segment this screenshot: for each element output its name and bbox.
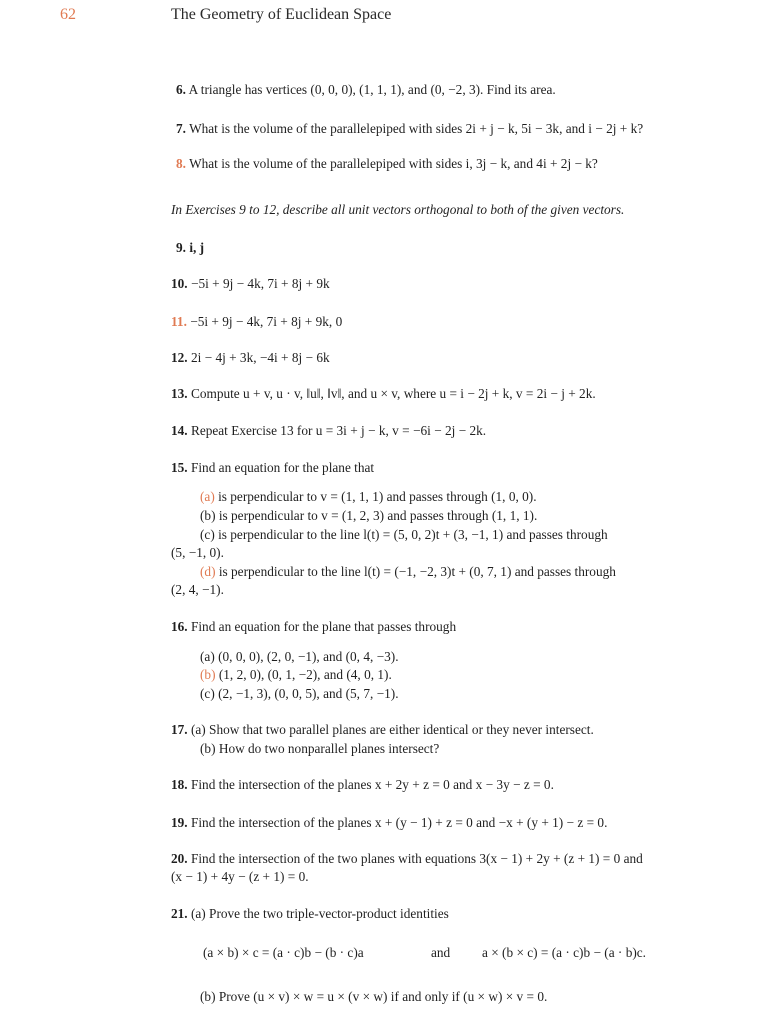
- part-text: is perpendicular to the line l(t) = (−1, −2, 3)t + (0, 7, 1) and passes through: [218, 564, 616, 579]
- part-label: (a): [190, 906, 206, 921]
- exercise-number: 19.: [171, 815, 188, 830]
- exercise-15d-continued: (2, 4, −1).: [171, 582, 224, 597]
- exercise-number: 7.: [176, 121, 186, 136]
- part-label: (b): [200, 989, 216, 1004]
- exercise-number: 14.: [171, 423, 188, 438]
- exercise-16c: [200, 686, 399, 702]
- part-text: Prove the two triple-vector-product identities: [209, 906, 449, 921]
- exercise-21b: [200, 989, 547, 1005]
- exercise-6: [176, 82, 556, 98]
- exercise-number: 20.: [171, 851, 188, 866]
- exercise-17: [171, 722, 594, 738]
- exercise-13: [171, 386, 596, 402]
- exercise-16: [171, 619, 456, 635]
- exercise-text: −5i + 9j − 4k, 7i + 8j + 9k: [190, 276, 330, 291]
- exercise-number: 13.: [171, 386, 188, 401]
- exercise-18: [171, 777, 554, 793]
- exercise-9: [176, 240, 204, 256]
- exercise-text: i, j: [189, 240, 205, 255]
- exercise-8: [176, 156, 598, 172]
- part-label: (b): [200, 508, 216, 523]
- exercise-text: Find an equation for the plane that passes through: [190, 619, 457, 634]
- exercise-number: 8.: [176, 156, 186, 171]
- part-label: (a): [190, 722, 206, 737]
- part-text: is perpendicular to v = (1, 1, 1) and passes through (1, 0, 0).: [218, 489, 537, 504]
- exercise-15d: [200, 564, 616, 580]
- connector-and: and: [431, 945, 451, 960]
- exercise-15c: [200, 527, 608, 543]
- exercise-15c-continued: (5, −1, 0).: [171, 545, 224, 560]
- part-label: (b): [200, 667, 216, 682]
- exercise-number: 17.: [171, 722, 188, 737]
- exercise-text: Repeat Exercise 13 for u = 3i + j − k, v = −6i − 2j − 2k.: [190, 423, 487, 438]
- exercise-text: Find the intersection of the planes x + 2y + z = 0 and x − 3y − z = 0.: [190, 777, 554, 792]
- exercise-text: Compute u + v, u · v, ‖u‖, ‖v‖, and u × v, where u = i − 2j + k, v = 2i − j + 2k.: [190, 386, 596, 401]
- exercise-number: 9.: [176, 240, 186, 255]
- part-text: (0, 0, 0), (2, 0, −1), and (0, 4, −3).: [218, 649, 399, 664]
- exercise-text: Find the intersection of the two planes with equations 3(x − 1) + 2y + (z + 1) = 0 and: [190, 851, 643, 866]
- exercise-20: [171, 851, 643, 867]
- exercise-number: 18.: [171, 777, 188, 792]
- part-label: (d): [200, 564, 216, 579]
- exercise-number: 11.: [171, 314, 187, 329]
- page-number: 62: [60, 6, 76, 23]
- exercise-text: Find an equation for the plane that: [190, 460, 375, 475]
- part-label: (a): [200, 649, 215, 664]
- exercise-number: 16.: [171, 619, 188, 634]
- exercise-number: 21.: [171, 906, 188, 921]
- part-text: is perpendicular to v = (1, 2, 3) and passes through (1, 1, 1).: [218, 508, 538, 523]
- exercise-20-continued: (x − 1) + 4y − (z + 1) = 0.: [171, 869, 309, 884]
- exercise-19: [171, 815, 607, 831]
- exercise-text: 2i − 4j + 3k, −4i + 8j − 6k: [190, 350, 330, 365]
- exercise-text: What is the volume of the parallelepiped with sides i, 3j − k, and 4i + 2j − k?: [189, 156, 598, 171]
- part-text: (2, −1, 3), (0, 0, 5), and (5, 7, −1).: [218, 686, 399, 701]
- exercise-16a: [200, 649, 399, 665]
- exercise-15: [171, 460, 374, 476]
- exercise-17b: [200, 741, 439, 757]
- running-title: The Geometry of Euclidean Space: [171, 6, 392, 23]
- exercise-text: A triangle has vertices (0, 0, 0), (1, 1, 1), and (0, −2, 3). Find its area.: [188, 82, 556, 97]
- exercise-15b: [200, 508, 537, 524]
- part-text: Prove (u × v) × w = u × (v × w) if and only if (u × w) × v = 0.: [218, 989, 548, 1004]
- exercise-14: [171, 423, 486, 439]
- part-text: Show that two parallel planes are either identical or they never intersect.: [209, 722, 594, 737]
- exercise-12: [171, 350, 330, 366]
- part-label: (c): [200, 527, 215, 542]
- exercise-number: 6.: [176, 82, 186, 97]
- part-text: is perpendicular to the line l(t) = (5, 0, 2)t + (3, −1, 1) and passes through: [218, 527, 608, 542]
- exercise-number: 15.: [171, 460, 188, 475]
- part-text: How do two nonparallel planes intersect?: [218, 741, 440, 756]
- exercise-7: [176, 121, 643, 137]
- exercise-number: 10.: [171, 276, 188, 291]
- part-text: (1, 2, 0), (0, 1, −2), and (4, 0, 1).: [218, 667, 392, 682]
- exercise-11: [171, 314, 342, 330]
- exercise-text: Find the intersection of the planes x + (y − 1) + z = 0 and −x + (y + 1) − z = 0.: [190, 815, 608, 830]
- exercise-16b: [200, 667, 392, 683]
- triple-product-identity-1: (a × b) × c = (a · c)b − (b · c)a: [203, 945, 364, 960]
- exercises-9-12-instructions: In Exercises 9 to 12, describe all unit vectors orthogonal to both of the given vectors.: [171, 202, 625, 217]
- triple-product-identity-2: a × (b × c) = (a · c)b − (a · b)c.: [482, 945, 646, 960]
- part-label: (b): [200, 741, 216, 756]
- exercise-15a: [200, 489, 537, 505]
- exercise-text: −5i + 9j − 4k, 7i + 8j + 9k, 0: [190, 314, 343, 329]
- exercise-number: 12.: [171, 350, 188, 365]
- part-label: (a): [200, 489, 215, 504]
- part-label: (c): [200, 686, 215, 701]
- exercise-21: [171, 906, 449, 922]
- exercise-10: [171, 276, 330, 292]
- exercise-text: What is the volume of the parallelepiped with sides 2i + j − k, 5i − 3k, and i − 2j + k?: [189, 121, 644, 136]
